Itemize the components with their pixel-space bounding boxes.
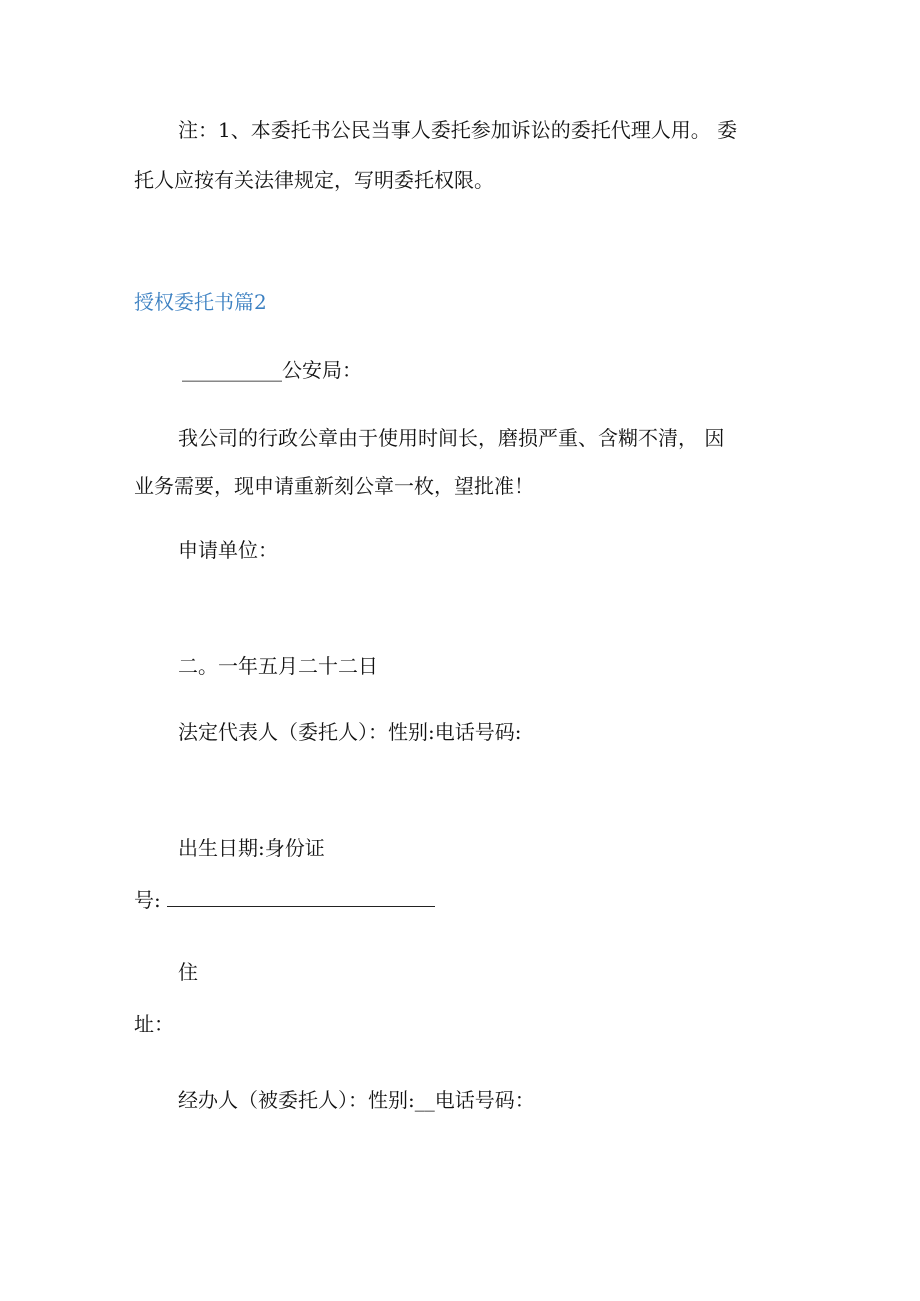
section-heading: 授权委托书篇2 <box>134 290 267 314</box>
applicant-line: 申请单位： <box>178 538 278 562</box>
birth-id-line: 出生日期:身份证 <box>178 836 325 860</box>
addressee-text: 公安局： <box>282 358 362 382</box>
addressee-line <box>182 356 362 384</box>
note-line-1: 注：1、本委托书公民当事人委托参加诉讼的委托代理人用。 委 <box>178 118 738 142</box>
legal-rep-line: 法定代表人（委托人）：性别:电话号码: <box>178 720 522 744</box>
agent-blank: __ <box>414 1088 435 1112</box>
date-line: 二。一年五月二十二日 <box>178 654 378 678</box>
agent-line <box>178 1086 535 1114</box>
agent-phone: 电话号码： <box>434 1088 535 1112</box>
body-line-2: 业务需要，现申请重新刻公章一枚，望批准！ <box>134 474 534 498</box>
id-number-label: 号: <box>134 888 161 912</box>
addressee-blank: __________ <box>182 358 282 382</box>
note-line-2: 托人应按有关法律规定，写明委托权限。 <box>134 168 494 192</box>
agent-label: 经办人（被委托人）：性别: <box>178 1088 415 1112</box>
id-number-blank <box>167 886 435 907</box>
id-number-line <box>134 886 435 914</box>
address-line-2: 址： <box>134 1012 174 1036</box>
body-line-1: 我公司的行政公章由于使用时间长，磨损严重、含糊不清， 因 <box>178 426 725 450</box>
address-line-1: 住 <box>178 960 198 984</box>
